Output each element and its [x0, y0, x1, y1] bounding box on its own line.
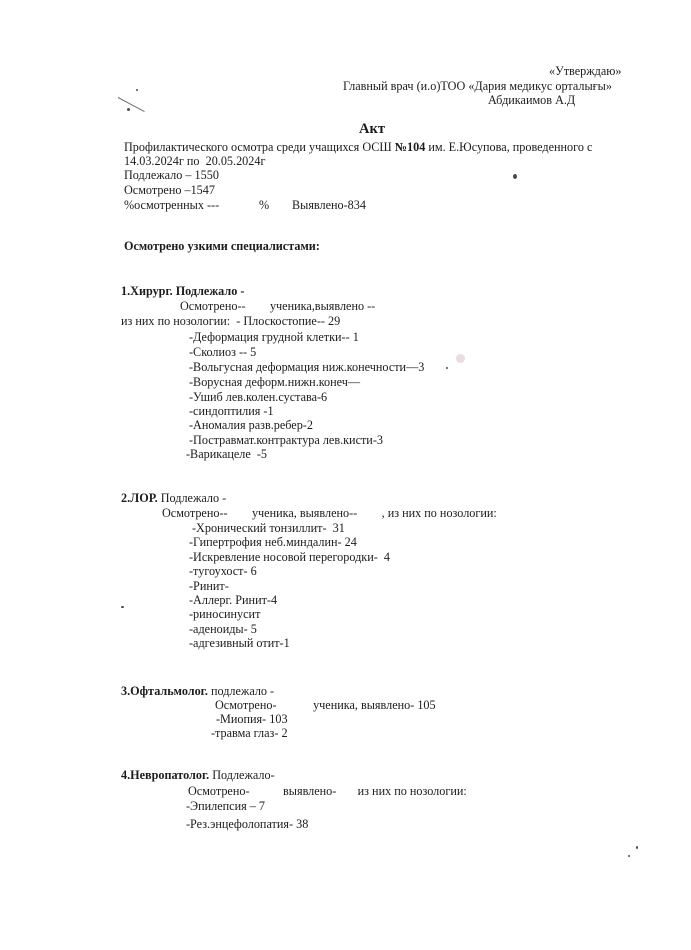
approval-name: Абдикаимов А.Д [488, 93, 576, 107]
ent-item: -Ринит- [189, 579, 229, 593]
intro-detected: Выявлено-834 [292, 198, 366, 212]
scan-speck [446, 367, 448, 369]
scan-speck [127, 108, 130, 111]
neuropathologist-item: -Рез.энцефолопатия- 38 [186, 817, 309, 831]
surgeon-item: -Ушиб лев.колен.сустава-6 [189, 390, 328, 404]
surgeon-item: -Постравмат.контрактура лев.кисти-3 [189, 433, 383, 447]
ent-item: -Аллерг. Ринит-4 [189, 593, 278, 607]
intro-line-1 [124, 140, 592, 155]
scan-speck [136, 89, 138, 91]
ent-item: -адгезивный отит-1 [189, 636, 290, 650]
neuropathologist-examined: Осмотрено- выявлено- из них по нозологии: [188, 784, 467, 798]
scan-speck [636, 846, 638, 849]
ophthalmologist-heading [121, 684, 274, 699]
ophthalmologist-item: -травма глаз- 2 [211, 726, 288, 740]
surgeon-item: -Аномалия разв.ребер-2 [189, 418, 313, 432]
intro-subject: Подлежало – 1550 [124, 168, 219, 182]
intro-percent: %осмотренных --- [124, 198, 220, 212]
ophthalmologist-heading-title: 3.Офтальмолог. [121, 684, 208, 698]
surgeon-item: -синдоптилия -1 [189, 404, 274, 418]
surgeon-item: -Варикацеле -5 [186, 447, 268, 461]
surgeon-item: -Деформация грудной клетки-- 1 [189, 330, 359, 344]
ent-heading-rest: Подлежало - [157, 491, 227, 505]
ophthalmologist-examined: Осмотрено- ученика, выявлено- 105 [215, 698, 436, 712]
intro-examined: Осмотрено –1547 [124, 183, 215, 197]
approval-stamp: «Утверждаю» [549, 64, 622, 78]
scan-stain [456, 354, 465, 363]
ent-item: -Гипертрофия неб.миндалин- 24 [189, 535, 357, 549]
scan-speck [513, 174, 517, 179]
ent-item: -риносинусит [189, 607, 261, 621]
ent-examined: Осмотрено-- ученика, выявлено-- , из них по нозологии: [162, 506, 497, 520]
ophthalmologist-heading-rest: подлежало - [207, 684, 275, 698]
ent-heading [121, 491, 226, 506]
ent-heading-title: 2.ЛОР. [121, 491, 158, 505]
intro-tail: им. Е.Юсупова, проведенного с [425, 140, 593, 154]
surgeon-item: -Ворусная деформ.нижн.конеч— [189, 375, 361, 389]
intro-dates: 14.03.2024г по 20.05.2024г [124, 154, 266, 168]
specialists-heading: Осмотрено узкими специалистами: [124, 239, 320, 253]
ent-item: -тугоухост- 6 [189, 564, 257, 578]
intro-text: Профилактического осмотра среди учащихся ОСШ [124, 140, 395, 154]
intro-percent-sign: % [259, 198, 270, 212]
surgeon-item: -Сколиоз -- 5 [189, 345, 257, 359]
surgeon-examined: Осмотрено-- ученика,выявлено -- [180, 299, 376, 313]
ophthalmologist-item: -Миопия- 103 [216, 712, 288, 726]
approval-position: Главный врач (и.о)ТОО «Дария медикус орталығы» [343, 79, 612, 93]
surgeon-nosology: из них по нозологии: - Плоскостопие-- 29 [121, 314, 341, 328]
surgeon-heading: 1.Хирург. Подлежало - [121, 284, 245, 298]
surgeon-item: -Вольгусная деформация ниж.конечности—3 [189, 360, 425, 374]
neuropathologist-heading [121, 768, 275, 783]
scan-speck [628, 855, 630, 857]
scan-speck [121, 606, 124, 608]
ent-item: -Искревление носовой перегородки- 4 [189, 550, 390, 564]
neuropathologist-item: -Эпилепсия – 7 [186, 799, 265, 813]
school-number: №104 [394, 140, 426, 154]
ent-item: -Хронический тонзиллит- 31 [192, 521, 345, 535]
neuropathologist-heading-title: 4.Невропатолог. [121, 768, 210, 782]
ent-item: -аденоиды- 5 [189, 622, 257, 636]
neuropathologist-heading-rest: Подлежало- [209, 768, 275, 782]
scan-mark [118, 97, 145, 112]
document-title: Акт [359, 121, 385, 137]
